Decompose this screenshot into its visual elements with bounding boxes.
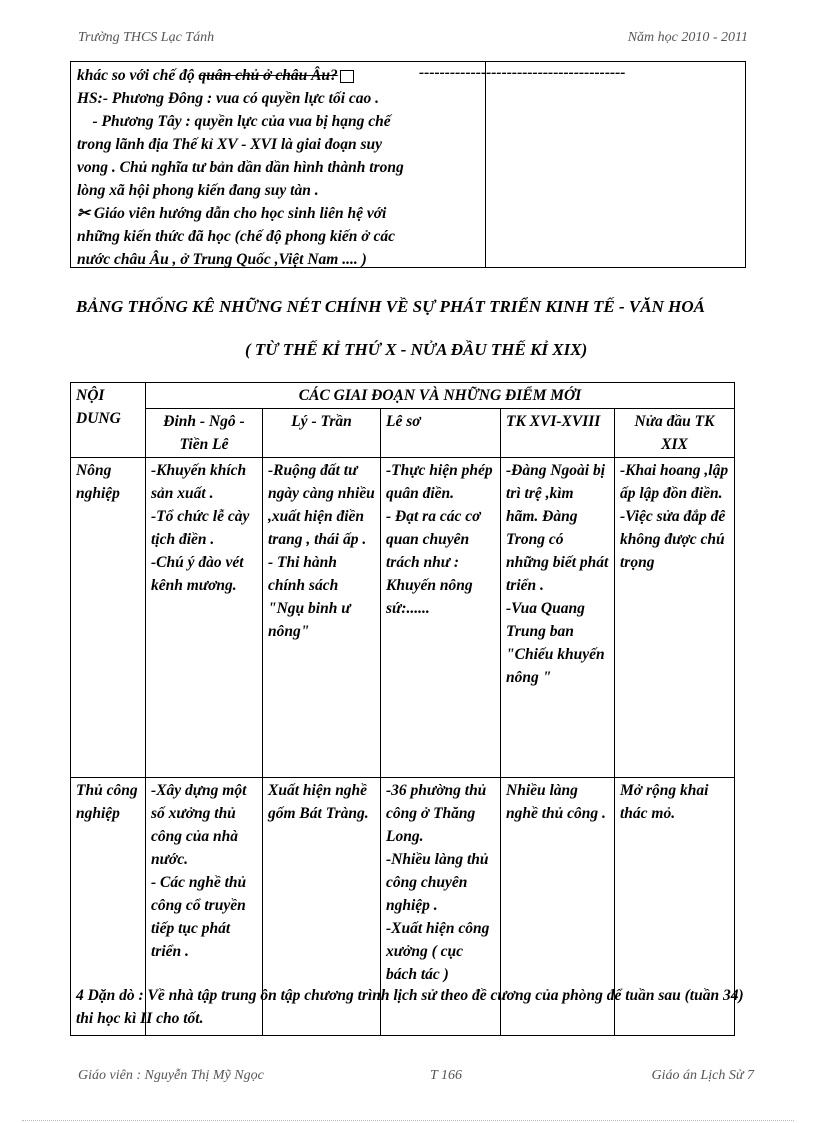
box-line-1 xyxy=(77,64,477,87)
box-line: lòng xã hội phong kiến đang suy tàn . xyxy=(77,182,319,199)
box-line: ✂ Giáo viên hướng dẫn cho học sinh liên hệ với xyxy=(77,205,387,222)
row-label: Thủ công nghiệp xyxy=(71,778,146,1036)
dash-line: ---------------------------------------- xyxy=(419,64,626,81)
header-school-year: Năm học 2010 - 2011 xyxy=(627,30,748,45)
page-bottom-divider xyxy=(22,1120,794,1121)
economy-table xyxy=(70,382,735,1036)
box-line: vong . Chủ nghĩa tư bản dần dần hình thành trong xyxy=(77,159,404,176)
table-cell: Mở rộng khai thác mỏ. xyxy=(615,778,735,1036)
row-label: Nông nghiệp xyxy=(71,458,146,778)
period-header: Lý - Trần xyxy=(263,409,381,458)
book-icon xyxy=(340,70,354,83)
header-school: Trường THCS Lạc Tánh xyxy=(78,30,215,45)
table-cell: Nhiều làng nghề thủ công . xyxy=(501,778,615,1036)
box-text xyxy=(77,64,477,271)
box-line: HS:- Phương Đông : vua có quyền lực tối cao . xyxy=(77,90,380,107)
box-line: trong lãnh địa Thế kỉ XV - XVI là giai đoạn suy xyxy=(77,136,383,153)
table-subtitle: ( TỪ THẾ KỈ THỨ X - NỬA ĐẦU THẾ KỈ XIX) xyxy=(245,340,588,359)
period-header: Lê sơ xyxy=(381,409,501,458)
box-line-1-strike: quân chủ ở châu Âu? xyxy=(198,67,338,84)
table-cell: -Khai hoang ,lập ấp lập đồn điền. -Việc sửa đắp đê không được chú trọng xyxy=(615,458,735,778)
table-cell: -36 phường thủ công ở Thăng Long. -Nhiều làng thủ công chuyên nghiệp . -Xuất hiện công xưởng ( cục bách tác ) xyxy=(381,778,501,1036)
footer-page-number: T 166 xyxy=(430,1068,463,1083)
header-noi-dung: NỘI DUNG xyxy=(71,383,146,458)
box-divider xyxy=(485,62,486,267)
table-row xyxy=(71,458,735,778)
lesson-box xyxy=(70,61,746,268)
homework-note: 4 Dặn dò : Về nhà tập trung ôn tập chương trình lịch sử theo đề cương của phòng để tuần sau (tuần 34) thi học kì II cho tốt. xyxy=(76,987,744,1027)
table-cell: -Ruộng đất tư ngày càng nhiều ,xuất hiện điền trang , thái ấp . - Thi hành chính sách "Ngụ binh ư nông" xyxy=(263,458,381,778)
box-line: - Phương Tây : quyền lực của vua bị hạng chế xyxy=(77,113,391,130)
table-title: BẢNG THỐNG KÊ NHỮNG NÉT CHÍNH VỀ SỰ PHÁT TRIỂN KINH TẾ - VĂN HOÁ xyxy=(76,297,705,316)
footer-subject: Giáo án Lịch Sử 7 xyxy=(651,1068,754,1083)
table-cell: -Đàng Ngoài bị trì trệ ,kìm hãm. Đàng Trong có những biết phát triển . -Vua Quang Trung ban "Chiếu khuyến nông " xyxy=(501,458,615,778)
period-header: TK XVI-XVIII xyxy=(501,409,615,458)
period-header: Nửa đầu TK XIX xyxy=(615,409,735,458)
table-cell: -Xây dựng một số xưởng thủ công của nhà nước. - Các nghề thủ công cổ truyền tiếp tục phát triển . xyxy=(146,778,263,1036)
table-cell: -Khuyến khích sản xuất . -Tổ chức lễ cày tịch điền . -Chú ý đào vét kênh mương. xyxy=(146,458,263,778)
period-header: Đinh - Ngô - Tiền Lê xyxy=(146,409,263,458)
header-periods-group: CÁC GIAI ĐOẠN VÀ NHỮNG ĐIỂM MỚI xyxy=(146,383,735,409)
footer-teacher: Giáo viên : Nguyễn Thị Mỹ Ngọc xyxy=(78,1068,264,1083)
box-line: nước châu Âu , ở Trung Quốc ,Việt Nam .... ) xyxy=(77,251,367,268)
table-cell: Xuất hiện nghề gốm Bát Tràng. xyxy=(263,778,381,1036)
table-cell: -Thực hiện phép quân điền. - Đạt ra các cơ quan chuyên trách như : Khuyến nông sứ:...... xyxy=(381,458,501,778)
box-line-1-pre: khác so với chế độ xyxy=(77,67,199,84)
box-line: những kiến thức đã học (chế độ phong kiến ở các xyxy=(77,228,395,245)
